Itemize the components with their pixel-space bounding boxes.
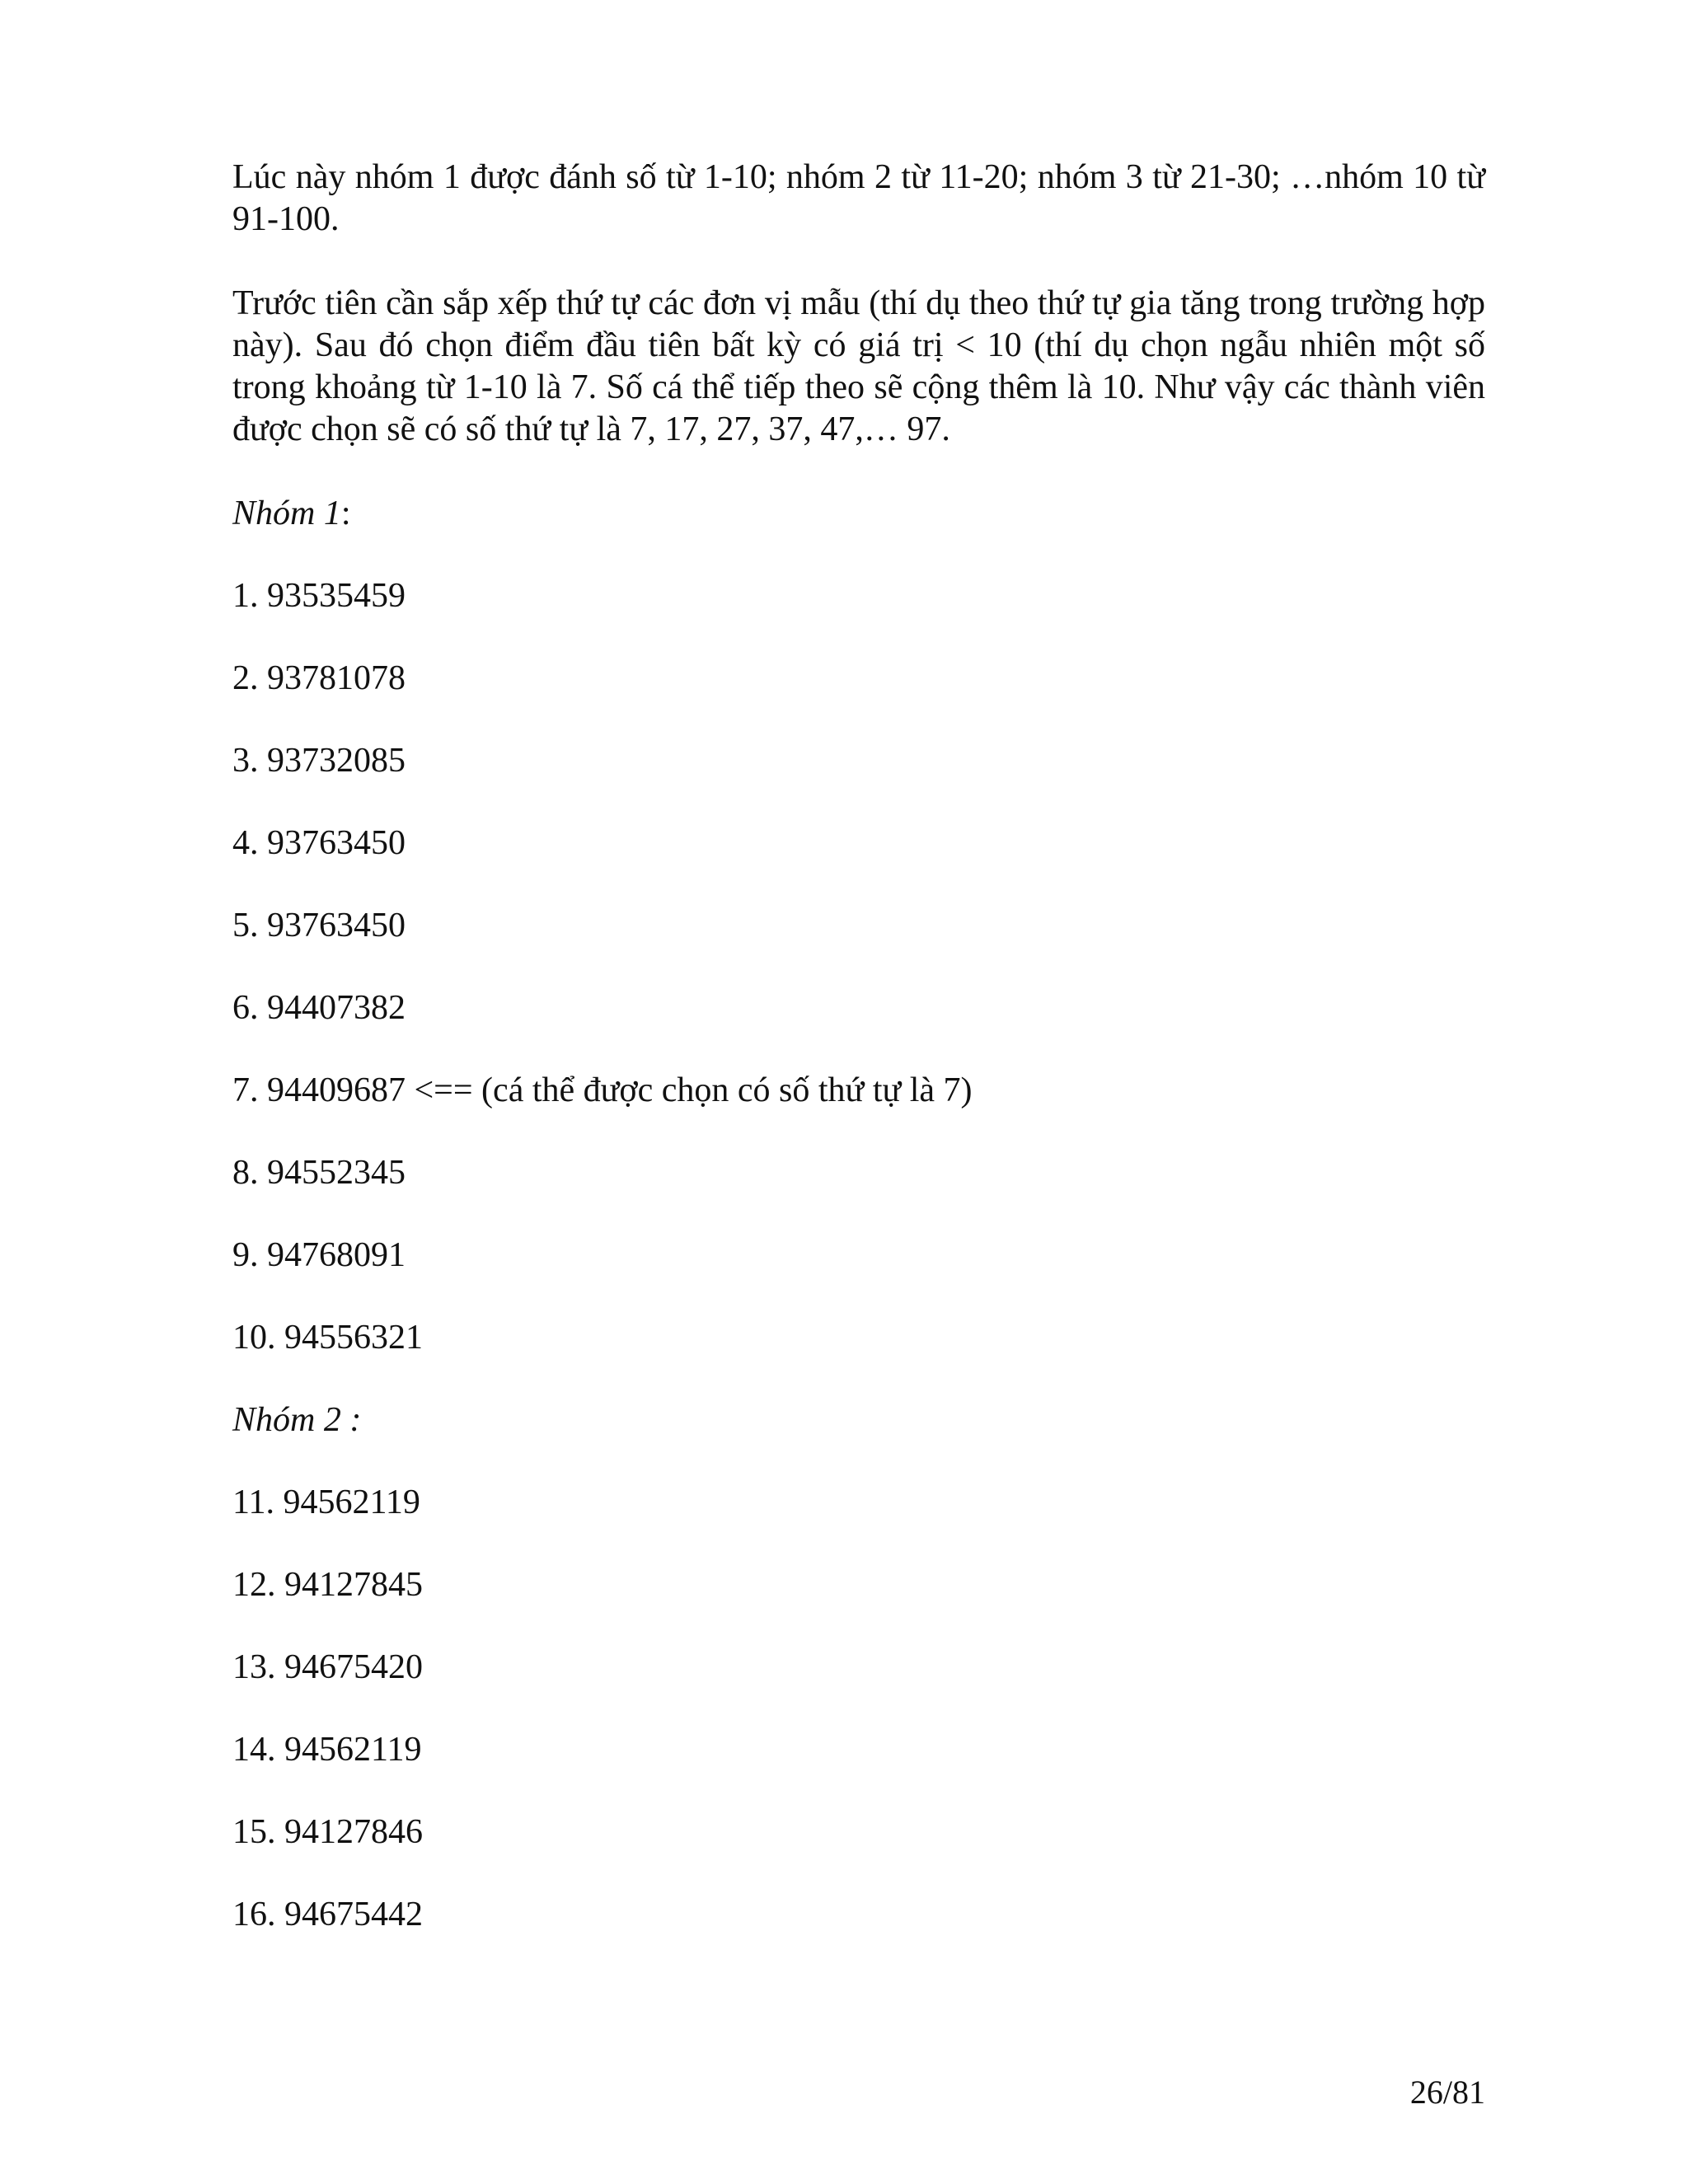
page-number: 26/81 [1409,2074,1485,2111]
group2-list [232,1482,1485,1976]
paragraph-spacer [232,241,1485,283]
selected-list-item: 7. 94409687 <== (cá thể được chọn có số thứ tự là 7) [232,1071,973,1109]
list-item: 8. 94552345 [232,1154,406,1192]
list-item: 14. 94562119 [232,1731,422,1769]
list-item: 4. 93763450 [232,824,406,862]
paragraph-spacer [232,451,1485,493]
list-item: 2. 93781078 [232,659,406,697]
list-item: 5. 93763450 [232,907,406,944]
list-item: 13. 94675420 [232,1648,423,1686]
group1-list [232,575,1485,1399]
list-item: 11. 94562119 [232,1483,420,1521]
list-item: 15. 94127846 [232,1813,423,1851]
list-item: 10. 94556321 [232,1319,423,1357]
group2-heading: Nhóm 2 : [232,1401,362,1439]
list-item: 9. 94768091 [232,1236,406,1274]
group1-heading [232,493,1485,575]
method-paragraph: Trước tiên cần sắp xếp thứ tự các đơn vị mẫu (thí dụ theo thứ tự gia tăng trong trường hợp này). Sau đó chọn điểm đầu tiên bất kỳ có giá trị < 10 (thí dụ chọn ngẫu nhiên một số trong khoảng từ 1-10 là 7. Số cá thể tiếp theo sẽ cộng thêm là 10. Như vậy các thành viên được chọn sẽ có số thứ tự là 7, 17, 27, 37, 47,… 97. [232,284,1485,448]
intro-paragraph: Lúc này nhóm 1 được đánh số từ 1-10; nhóm 2 từ 11-20; nhóm 3 từ 21-30; …nhóm 10 từ 91-100. [232,158,1485,238]
group1-heading-suffix: : [340,494,351,532]
list-item: 16. 94675442 [232,1896,423,1933]
list-item: 12. 94127845 [232,1566,423,1604]
list-item: 1. 93535459 [232,577,406,615]
document-page [232,157,1485,1976]
list-item: 3. 93732085 [232,742,406,780]
list-item: 6. 94407382 [232,989,406,1027]
group1-heading-label: Nhóm 1 [232,494,341,532]
